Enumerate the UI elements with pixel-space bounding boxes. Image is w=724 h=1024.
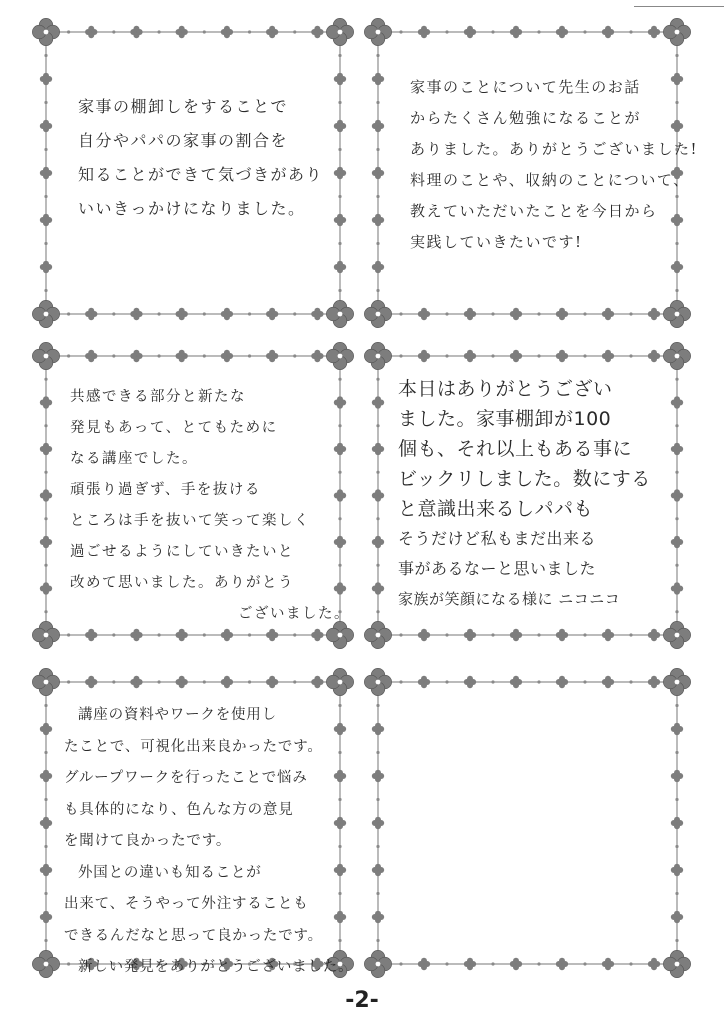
comment-card-5	[28, 664, 358, 982]
border-dot	[491, 633, 494, 636]
border-dot	[293, 30, 296, 33]
border-dot	[376, 424, 379, 427]
border-dot	[491, 312, 494, 315]
border-dot	[338, 242, 341, 245]
border-dot	[44, 242, 47, 245]
border-dot	[583, 30, 586, 33]
card-line: ました。家事棚卸が100	[398, 408, 612, 430]
border-dot	[157, 354, 160, 357]
border-dot	[376, 54, 379, 57]
card-line: グループワークを行ったことで悩み	[64, 770, 308, 786]
card-line: ありました。ありがとうございました!	[410, 140, 699, 158]
page-number: -2-	[345, 988, 379, 1013]
border-dot	[445, 30, 448, 33]
border-dot	[491, 30, 494, 33]
border-dot	[376, 195, 379, 198]
border-dot	[675, 378, 678, 381]
border-dot	[445, 962, 448, 965]
card-line: たことで、可視化出来良かったです。	[64, 738, 323, 755]
card-line: 出来て、そうやって外注することも	[64, 896, 309, 912]
border-dot	[376, 517, 379, 520]
card-line: 実践していきたいです!	[410, 233, 583, 251]
border-dot	[675, 845, 678, 848]
border-dot	[44, 101, 47, 104]
clover-icon	[364, 621, 391, 648]
clover-icon	[32, 342, 59, 369]
border-dot	[491, 354, 494, 357]
border-dot	[675, 798, 678, 801]
border-dot	[203, 30, 206, 33]
border-dot	[445, 354, 448, 357]
clover-icon	[32, 18, 59, 45]
border-dot	[67, 633, 70, 636]
border-dot	[44, 704, 47, 707]
clover-icon	[32, 621, 59, 648]
border-dot	[67, 680, 70, 683]
clover-icon	[663, 300, 690, 327]
border-dot	[248, 354, 251, 357]
border-dot	[376, 798, 379, 801]
clover-icon	[326, 668, 353, 695]
card-text	[64, 700, 353, 984]
clover-icon	[326, 18, 353, 45]
clover-frame	[360, 664, 695, 982]
border-dot	[203, 633, 206, 636]
card-line: 本日はありがとうござい	[398, 378, 613, 400]
border-dot	[338, 289, 341, 292]
border-dot	[338, 378, 341, 381]
card-line: できるんだなと思って良かったです。	[64, 927, 323, 944]
card-line: を聞けて良かったです。	[64, 833, 232, 849]
border-dot	[537, 312, 540, 315]
border-dot	[112, 30, 115, 33]
border-dot	[491, 962, 494, 965]
border-dot	[376, 289, 379, 292]
comment-card-4	[360, 338, 695, 653]
border-dot	[399, 962, 402, 965]
comment-card-2	[360, 14, 699, 332]
border-dot	[399, 680, 402, 683]
border-dot	[399, 30, 402, 33]
border-dot	[629, 962, 632, 965]
border-dot	[376, 704, 379, 707]
clover-icon	[364, 342, 391, 369]
border-dot	[445, 312, 448, 315]
comment-card-6-empty	[360, 664, 695, 982]
border-dot	[629, 30, 632, 33]
border-dot	[445, 680, 448, 683]
border-dot	[248, 30, 251, 33]
card-line: ビックリしました。数にする	[398, 468, 651, 490]
border-dot	[376, 242, 379, 245]
border-dot	[376, 378, 379, 381]
border-dot	[44, 798, 47, 801]
frame-svg	[360, 664, 695, 982]
border-dot	[44, 471, 47, 474]
border-dot	[675, 471, 678, 474]
clover-icon	[326, 300, 353, 327]
border-dot	[675, 610, 678, 613]
border-dot	[537, 680, 540, 683]
comment-card-3	[28, 338, 358, 653]
border-dot	[537, 962, 540, 965]
card-line: 発見もあって、とてもために	[70, 420, 278, 436]
card-line: 頑張り過ぎず、手を抜ける	[70, 482, 261, 498]
border-dot	[157, 312, 160, 315]
border-dot	[537, 354, 540, 357]
border-dot	[248, 680, 251, 683]
border-dot	[338, 195, 341, 198]
border-dot	[203, 680, 206, 683]
border-dot	[376, 939, 379, 942]
card-line: 過ごせるようにしていきたいと	[70, 544, 294, 560]
card-line: 講座の資料やワークを使用し	[78, 707, 277, 723]
border-dot	[445, 633, 448, 636]
border-dot	[583, 312, 586, 315]
card-line: 共感できる部分と新たな	[70, 389, 246, 405]
border-dot	[675, 517, 678, 520]
border-dot	[44, 751, 47, 754]
card-line: ところは手を抜いて笑って楽しく	[70, 513, 310, 529]
border-dot	[293, 680, 296, 683]
border-dot	[44, 564, 47, 567]
clover-icon	[364, 950, 391, 977]
card-line: いいきっかけになりました。	[78, 199, 306, 218]
border-dot	[675, 289, 678, 292]
border-dot	[376, 471, 379, 474]
border-dot	[376, 564, 379, 567]
clover-icon	[663, 18, 690, 45]
clover-icon	[663, 621, 690, 648]
card-text	[410, 72, 698, 258]
border-dot	[675, 704, 678, 707]
clover-icon	[326, 342, 353, 369]
border-dot	[44, 378, 47, 381]
card-line: 料理のことや、収納のことについて、	[410, 171, 690, 189]
border-dot	[44, 845, 47, 848]
card-line: も具体的になり、色んな方の意見	[64, 801, 294, 818]
border-dot	[157, 633, 160, 636]
card-line: 自分やパパの家事の割合を	[78, 131, 289, 150]
border-dot	[293, 633, 296, 636]
border-dot	[44, 195, 47, 198]
comment-card-1	[28, 14, 358, 332]
border-dot	[112, 680, 115, 683]
card-text	[398, 374, 651, 614]
border-dot	[112, 354, 115, 357]
card-line: 外国との違いも知ることが	[78, 864, 262, 881]
border-dot	[583, 354, 586, 357]
border-dot	[44, 610, 47, 613]
card-line: 事があるなーと思いました	[398, 559, 597, 578]
border-dot	[629, 312, 632, 315]
clover-icon	[32, 950, 59, 977]
border-dot	[44, 424, 47, 427]
card-line: と意識出来るしパパも	[398, 498, 594, 520]
top-rule	[634, 0, 724, 7]
border-dot	[376, 892, 379, 895]
border-dot	[112, 312, 115, 315]
border-dot	[157, 680, 160, 683]
card-line: 知ることができて気づきがあり	[78, 165, 324, 184]
border-dot	[629, 633, 632, 636]
border-dot	[67, 30, 70, 33]
border-dot	[629, 680, 632, 683]
card-line: 個も、それ以上もある事に	[398, 438, 633, 460]
border-dot	[44, 289, 47, 292]
border-dot	[537, 633, 540, 636]
border-dot	[157, 30, 160, 33]
border-dot	[338, 54, 341, 57]
border-dot	[583, 962, 586, 965]
card-line: そうだけど私もまだ出来る	[398, 529, 597, 548]
border-dot	[203, 354, 206, 357]
border-dot	[376, 845, 379, 848]
frame-border	[378, 682, 677, 964]
border-dot	[675, 892, 678, 895]
border-dot	[675, 564, 678, 567]
card-text	[78, 90, 323, 226]
border-dot	[203, 312, 206, 315]
card-line: ございました。	[238, 606, 350, 622]
border-dot	[44, 148, 47, 151]
border-dot	[248, 312, 251, 315]
border-dot	[248, 633, 251, 636]
border-dot	[675, 751, 678, 754]
border-dot	[67, 354, 70, 357]
clover-icon	[364, 668, 391, 695]
border-dot	[376, 101, 379, 104]
border-dot	[112, 633, 115, 636]
card-line: 新しい発見をありがとうございました。	[78, 959, 354, 975]
border-dot	[338, 101, 341, 104]
border-dot	[376, 148, 379, 151]
clover-icon	[364, 300, 391, 327]
clover-icon	[663, 342, 690, 369]
border-dot	[44, 892, 47, 895]
clover-icon	[663, 950, 690, 977]
border-dot	[338, 148, 341, 151]
border-dot	[44, 939, 47, 942]
border-dot	[399, 354, 402, 357]
border-dot	[44, 54, 47, 57]
border-dot	[399, 633, 402, 636]
card-line: 家事の棚卸しをすることで	[78, 97, 289, 116]
border-dot	[399, 312, 402, 315]
border-dot	[537, 30, 540, 33]
card-line: 改めて思いました。ありがとう	[70, 575, 294, 591]
border-dot	[293, 312, 296, 315]
card-line: 家族が笑顔になる様に ニコニコ	[398, 590, 621, 608]
clover-icon	[32, 300, 59, 327]
border-dot	[67, 312, 70, 315]
border-dot	[376, 751, 379, 754]
border-dot	[583, 633, 586, 636]
clover-icon	[364, 18, 391, 45]
card-line: なる講座でした。	[70, 451, 198, 467]
clover-icon	[32, 668, 59, 695]
border-dot	[44, 517, 47, 520]
border-dot	[675, 424, 678, 427]
border-dot	[675, 939, 678, 942]
border-dot	[376, 610, 379, 613]
card-line: からたくさん勉強になることが	[410, 109, 642, 127]
border-dot	[629, 354, 632, 357]
card-line: 教えていただいたことを今日から	[410, 202, 658, 220]
border-dot	[675, 54, 678, 57]
border-dot	[491, 680, 494, 683]
clover-icon	[663, 668, 690, 695]
card-text	[70, 382, 350, 630]
card-line: 家事のことについて先生のお話	[410, 78, 641, 96]
border-dot	[293, 354, 296, 357]
border-dot	[583, 680, 586, 683]
